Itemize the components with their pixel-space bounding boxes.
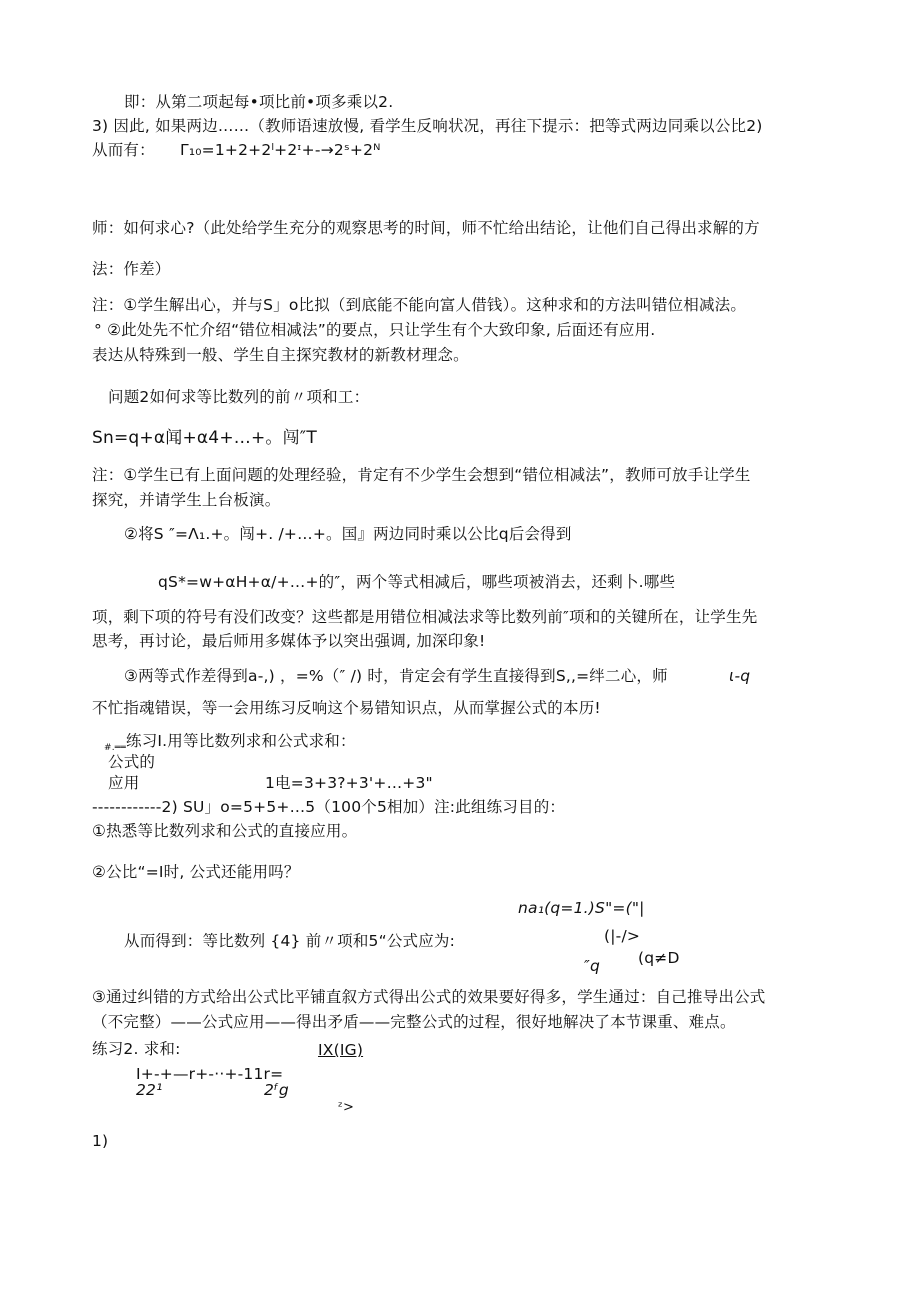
text-line: ②公比“=Ⅰ时, 公式还能用吗？ [92,863,300,881]
text-line: 从而有： [92,141,155,159]
text-line: qS*=w+αH+α/+…+的″，两个等式相减后，哪些项被消去，还剩卜.哪些 [158,573,676,591]
formula: (q≠D [638,949,680,967]
formula: I+-+—r+-··+-11r= [136,1065,284,1083]
formula: ″q [584,957,601,975]
text-line: 应用 [108,774,140,792]
text-line: 不忙指魂错误，等一会用练习反响这个易错知识点，从而掌握公式的本历! [92,699,601,717]
text-line: ③通过纠错的方式给出公式比平铺直叙方式得出公式的效果要好得多，学生通过：自己推导出公式 [92,988,766,1006]
formula: IX(IG) [318,1041,364,1059]
text-line: 项，剩下项的符号有没们改变？这些都是用错位相减法求等比数列前″项和的关键所在，让学生先 [92,608,758,626]
text-line: 探究，并请学生上台板演。 [92,491,281,509]
text-line: ------------2) SU」o=5+5+…5（100个5相加）注:此组练习目的： [92,798,566,816]
formula: (|-/> [604,927,641,945]
text-line: 练习Ⅰ.用等比数列求和公式求和： [126,732,356,750]
text-line: 表达从特殊到一般、学生自主探究教材的新教材理念。 [92,346,469,364]
text-line: #.══ [104,743,127,753]
text-line: ①热悉等比数列求和公式的直接应用。 [92,822,358,840]
text-line: 从而得到：等比数列 {4} 前〃项和5“公式应为: [124,932,456,950]
formula: ᶻ> [338,1100,355,1115]
text-line: （不完整）——公式应用——得出矛盾——完整公式的过程，很好地解决了本节课重、难点。 [92,1013,736,1031]
text-line: 练习2. 求和: [92,1040,181,1058]
formula: Γ₁₀=1+2+2ˡ+2ᶦ+-→2ˢ+2ᴺ [180,141,381,159]
text-line: 注：①学生解出心，并与S」o比拟（到底能不能向富人借钱）。这种求和的方法叫错位相减法。 [92,296,747,314]
text-line: 注：①学生已有上面问题的处理经验，肯定有不少学生会想到“错位相减法”，教师可放手让学生 [92,466,751,484]
text-line: 思考，再讨论，最后师用多媒体予以突出强调, 加深印象! [92,632,486,650]
formula: ι-q [729,667,751,685]
text-line: 公式的 [108,753,156,771]
text-line: ° ②此处先不忙介绍“错位相减法”的要点，只让学生有个大致印象, 后面还有应用. [94,321,656,339]
text-line: 3) 因此, 如果两边……（教师语速放慢, 看学生反响状况，再往下提示：把等式两边同乘以公比2) [92,117,763,135]
formula: 2ᶠg [264,1081,289,1099]
text-line: 师：如何求心?（此处给学生充分的观察思考的时间，师不忙给出结论，让他们自己得出求解的方 [92,219,760,237]
formula: 1电=3+3?+3'+…+3" [265,774,433,792]
text-line: ③两等式作差得到a-,) ，=%（″ /) 时，肯定会有学生直接得到S,,=绊二心，师 [124,667,668,685]
text-line: 法：作差） [92,260,171,278]
text-line: 问题2如何求等比数列的前〃项和工： [108,388,370,406]
text-line: ②将S ″=Λ₁.+。闯+. /+…+。国』两边同时乘以公比q后会得到 [124,525,572,543]
text-line: 即：从第二项起每•项比前•项多乘以2. [124,93,394,111]
formula: 22¹ [136,1081,163,1099]
text-line: 1) [92,1132,109,1150]
formula: Sn=q+α闻+α4+…+。闯″T [92,428,317,448]
formula: na₁(q=1.)S"=("| [518,899,645,917]
